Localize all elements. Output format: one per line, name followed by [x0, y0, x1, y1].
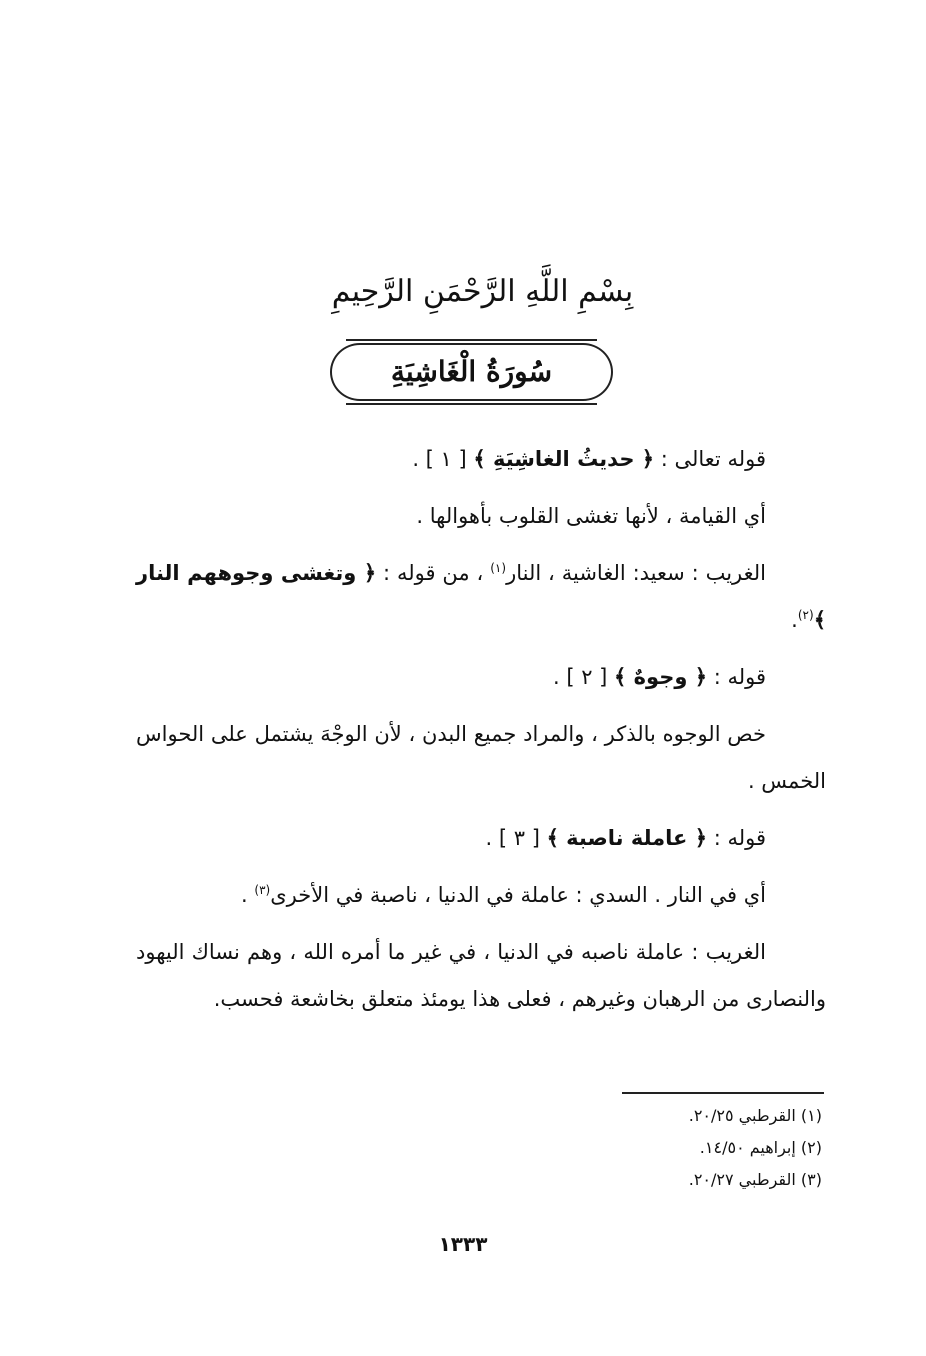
paragraph [136, 436, 826, 483]
footnote-divider [622, 1092, 824, 1094]
text-span: أي في النار . السدي : عاملة في الدنيا ، ناصبة في الأخرى [270, 883, 766, 907]
paragraph [136, 654, 826, 701]
paragraph [136, 550, 826, 644]
text-span: قوله : [707, 826, 766, 850]
footnote-ref: (٢) [797, 608, 814, 622]
text-span: الغريب : عاملة ناصبه في الدنيا ، في غير ما أمره الله ، وهم نساك اليهود والنصارى من الرهبان وغيرهم ، فعلى هذا يومئذ متعلق بخاشعة فحسب. [136, 940, 826, 1011]
footnote-item: (١) القرطبي ٢٠/٢٥. [688, 1106, 822, 1125]
text-span: أي القيامة ، لأنها تغشى القلوب بأهوالها . [416, 504, 766, 528]
basmala-heading: بِسْمِ اللَّهِ الرَّحْمَنِ الرَّحِيمِ [331, 274, 634, 309]
body-text [136, 436, 826, 1033]
paragraph [136, 929, 826, 1023]
page-number: ١٣٣٣ [438, 1232, 488, 1256]
footnote-item: (٢) إبراهيم ١٤/٥٠. [699, 1138, 822, 1157]
quran-quote: ﴿ عاملة ناصبة ﴾ [546, 826, 708, 850]
quran-quote: ﴿ وجوهٌ ﴾ [614, 665, 708, 689]
footnote-ref: (٣) [254, 883, 271, 897]
text-span: قوله تعالى : [654, 447, 766, 471]
text-span: خص الوجوه بالذكر ، والمراد جميع البدن ، لأن الوجْهَ يشتمل على الحواس الخمس . [136, 722, 826, 793]
text-span: . [241, 883, 255, 907]
paragraph [136, 872, 826, 919]
paragraph [136, 711, 826, 805]
text-span: [ ١ ] . [412, 447, 474, 471]
text-span: الغريب : سعيد: الغاشية ، النار [506, 561, 766, 585]
text-span: [ ٢ ] . [552, 665, 615, 689]
surah-title: سُورَةُ الْغَاشِيَةِ [390, 355, 553, 388]
paragraph [136, 493, 826, 540]
paragraph [136, 815, 826, 862]
text-span: . [791, 608, 798, 632]
surah-title-frame [330, 343, 613, 401]
text-span: ، من قوله : [376, 561, 491, 585]
text-span: [ ٣ ] . [485, 826, 547, 850]
quran-quote: ﴿ حديثُ الغاشِيَةِ ﴾ [473, 447, 655, 471]
text-span: قوله : [707, 665, 766, 689]
footnote-ref: (١) [490, 561, 507, 575]
quran-quote: ﴿ وتغشى وجوههم النار ﴾ [136, 561, 826, 632]
footnote-item: (٣) القرطبي ٢٠/٢٧. [688, 1170, 822, 1189]
footnotes [500, 1100, 822, 1196]
